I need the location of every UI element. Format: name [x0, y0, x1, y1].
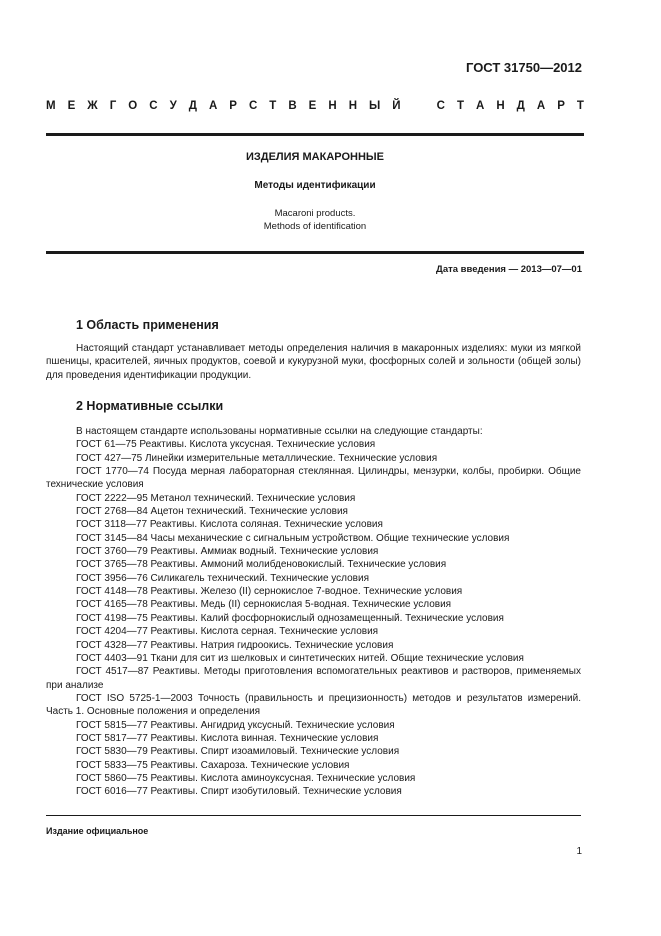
footer-divider — [46, 815, 581, 816]
reference-item: ГОСТ 3765—78 Реактивы. Аммоний молибденовокислый. Технические условия — [76, 559, 447, 571]
banner-letter: С — [436, 100, 445, 112]
page-number: 1 — [576, 846, 582, 857]
normative-references-list — [46, 425, 581, 799]
reference-item: ГОСТ 2222—95 Метанол технический. Технические условия — [76, 492, 356, 504]
introduction-date: Дата введения — 2013—07—01 — [436, 264, 582, 275]
top-divider — [46, 133, 584, 136]
banner-letter: Е — [67, 100, 76, 112]
banner-letter: Т — [269, 100, 277, 112]
official-edition-note: Издание официальное — [46, 826, 149, 836]
section-1-text: Настоящий стандарт устанавливает методы определения наличия в макаронных изделиях: муки из мягкой пшеницы, красителей, яичных продуктов, соевой и кукурузной муки, фосфорных солей и зольности (общей золы) для проведения идентификации продукции. — [46, 343, 581, 381]
banner-letter: Е — [308, 100, 317, 112]
reference-item: ГОСТ 4165—78 Реактивы. Медь (II) сернокислая 5-водная. Технические условия — [76, 599, 452, 611]
english-title-line2: Methods of identification — [263, 220, 367, 232]
banner-letter: Н — [348, 100, 357, 112]
banner-letter: В — [288, 100, 297, 112]
banner-letter: А — [536, 100, 546, 112]
english-title — [46, 208, 584, 233]
banner-letter: С — [248, 100, 258, 112]
banner-letter: Н — [496, 100, 505, 112]
banner-letter: Д — [188, 100, 197, 112]
banner-letter: Д — [516, 100, 525, 112]
banner-letter: А — [208, 100, 218, 112]
reference-item: ГОСТ 4148—78 Реактивы. Железо (II) сернокислое 7-водное. Технические условия — [76, 586, 463, 598]
document-subtitle: Методы идентификации — [254, 180, 376, 191]
section-2-heading: 2 Нормативные ссылки — [76, 399, 224, 413]
english-title-line1: Macaroni products. — [274, 208, 356, 219]
banner-letter: О — [128, 100, 138, 112]
reference-item: ГОСТ 5817—77 Реактивы. Кислота винная. Технические условия — [76, 732, 379, 744]
banner-letter: Г — [109, 100, 117, 112]
banner-letter: Р — [557, 100, 565, 112]
reference-item: ГОСТ 4403—91 Ткани для сит из шелковых и синтетических нитей. Общие технические условия — [76, 652, 524, 664]
banner-letter: Й — [392, 100, 401, 112]
reference-item: ГОСТ 4328—77 Реактивы. Натрия гидроокись. Технические условия — [76, 639, 394, 651]
reference-item: ГОСТ 427—75 Линейки измерительные металлические. Технические условия — [76, 452, 438, 464]
reference-item: ГОСТ 3145—84 Часы механические с сигнальным устройством. Общие технические условия — [76, 532, 510, 544]
reference-item: ГОСТ 1770—74 Посуда мерная лабораторная стеклянная. Цилиндры, мензурки, колбы, пробирки. Общие технические условия — [46, 466, 581, 491]
reference-item: ГОСТ 3118—77 Реактивы. Кислота соляная. Технические условия — [76, 519, 383, 531]
banner-letter: Т — [576, 100, 584, 112]
reference-item: ГОСТ 61—75 Реактивы. Кислота уксусная. Технические условия — [76, 439, 376, 451]
reference-item: ГОСТ 6016—77 Реактивы. Спирт изобутиловый. Технические условия — [76, 786, 402, 798]
title-divider — [46, 251, 584, 254]
banner-letter: Р — [229, 100, 237, 112]
reference-item: ГОСТ 5833—75 Реактивы. Сахароза. Технические условия — [76, 759, 350, 771]
interstate-standard-banner — [46, 100, 584, 112]
references-intro: В настоящем стандарте использованы нормативные ссылки на следующие стандарты: — [76, 426, 483, 437]
banner-letter: Ы — [369, 100, 381, 112]
reference-item: ГОСТ 5860—75 Реактивы. Кислота аминоуксусная. Технические условия — [76, 772, 416, 784]
reference-item: ГОСТ 5830—79 Реактивы. Спирт изоамиловый. Технические условия — [76, 746, 400, 758]
banner-letter: М — [46, 100, 56, 112]
standard-code: ГОСТ 31750—2012 — [466, 60, 582, 75]
reference-item: ГОСТ 5815—77 Реактивы. Ангидрид уксусный. Технические условия — [76, 719, 395, 731]
document-title: ИЗДЕЛИЯ МАКАРОННЫЕ — [245, 151, 385, 163]
reference-item: ГОСТ 3956—76 Силикагель технический. Технические условия — [76, 572, 369, 584]
banner-letter: У — [169, 100, 177, 112]
reference-item: ГОСТ 3760—79 Реактивы. Аммиак водный. Технические условия — [76, 546, 379, 558]
reference-item: ГОСТ 2768—84 Ацетон технический. Технические условия — [76, 506, 348, 518]
banner-letter: Т — [456, 100, 464, 112]
reference-item: ГОСТ 4198—75 Реактивы. Калий фосфорнокислый однозамещенный. Технические условия — [76, 612, 504, 624]
reference-item: ГОСТ 4204—77 Реактивы. Кислота серная. Технические условия — [76, 626, 379, 638]
banner-letter: С — [149, 100, 158, 112]
banner-letter: А — [475, 100, 485, 112]
section-1-heading: 1 Область применения — [76, 318, 219, 332]
banner-letter: Ж — [87, 100, 98, 112]
banner-letter: Н — [328, 100, 337, 112]
reference-item: ГОСТ 4517—87 Реактивы. Методы приготовления вспомогательных реактивов и растворов, применяемых при анализе — [46, 666, 581, 691]
reference-item: ГОСТ ISO 5725-1—2003 Точность (правильность и прецизионность) методов и результатов измерений. Часть 1. Основные положения и определения — [46, 692, 581, 718]
